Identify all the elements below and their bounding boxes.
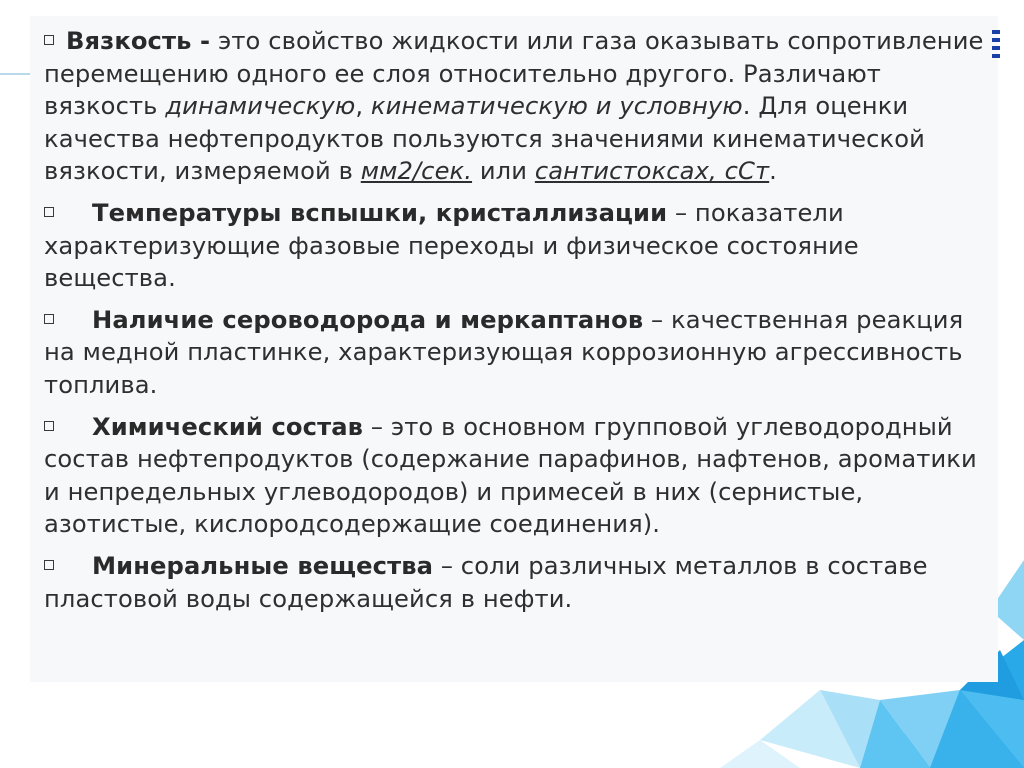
term-chemical-composition: Химический состав: [92, 412, 364, 441]
list-item-hydrogen-sulfide: [44, 304, 994, 402]
list-item-mineral-substances: [44, 550, 994, 615]
item-text: это свойство жидкости или газа оказывать сопротивление перемещению одного ее слоя относительно другого. Различают вязкость: [44, 27, 984, 121]
term-viscosity: Вязкость -: [66, 27, 211, 55]
italic-text: кинематическую и условную: [370, 92, 743, 121]
square-bullet-icon: [44, 560, 54, 570]
square-bullet-icon: [44, 421, 54, 431]
term-temperatures: Температуры вспышки, кристаллизации: [92, 198, 668, 227]
unit-underlined: сантистоксах, сСт: [534, 157, 770, 186]
list-item-viscosity: [44, 25, 994, 188]
list-item-chemical-composition: [44, 411, 994, 541]
square-bullet-icon: [44, 207, 54, 217]
term-hydrogen-sulfide: Наличие сероводорода и меркаптанов: [92, 305, 644, 334]
slide-text-content: [44, 25, 994, 615]
item-text: .: [769, 157, 777, 186]
unit-underlined: мм2/сек.: [360, 157, 473, 186]
item-text: – соли различных металлов в составе пластовой воды содержащейся в нефти.: [44, 551, 928, 613]
corner-logo-icon: [990, 28, 1002, 68]
term-mineral-substances: Минеральные вещества: [92, 551, 434, 580]
item-text: – качественная реакция на медной пластинке, характеризующая коррозионную агрессивность топлива.: [44, 305, 964, 399]
item-text: – показатели характеризующие фазовые переходы и физическое состояние вещества.: [44, 198, 859, 293]
item-text: . Для оценки качества нефтепродуктов пользуются значениями кинематической вязкости, измеряемой в: [44, 92, 925, 186]
italic-text: динамическую: [165, 92, 356, 121]
item-text: ,: [355, 92, 371, 121]
item-text: или: [472, 157, 535, 186]
item-text: – это в основном групповой углеводородный состав нефтепродуктов (содержание парафинов, нафтенов, ароматики и непредельных углеводородов) и примесей в них (сернистые, азотистые, кислородсодержащие соединения).: [44, 412, 977, 539]
square-bullet-icon: [44, 35, 54, 45]
square-bullet-icon: [44, 314, 54, 324]
list-item-temperatures: [44, 197, 994, 295]
